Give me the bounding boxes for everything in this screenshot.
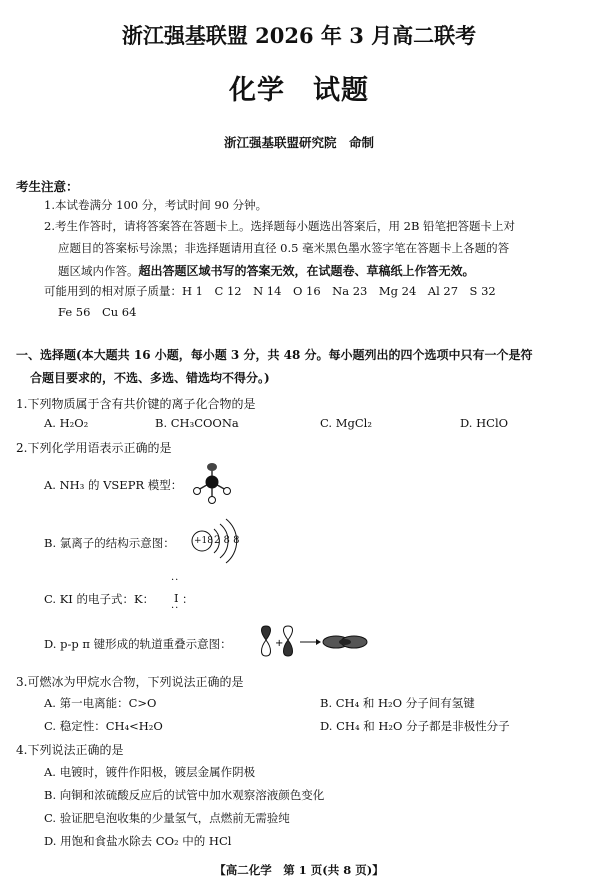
notice-item-2-line-1: 2.考生作答时，请将答案答在答题卡上。选择题每小题选出答案后，用 2B 铅笔把答题卡上对 bbox=[44, 219, 516, 233]
notice-item-2-line-2: 应题目的答案标号涂黑；非选择题请用直径 0.5 毫米黑色墨水签字笔在答题卡上各题的答 bbox=[58, 241, 510, 255]
q4-option-d: D. 用饱和食盐水除去 CO₂ 中的 HCl bbox=[44, 834, 232, 848]
q2-stem: 2.下列化学用语表示正确的是 bbox=[16, 441, 172, 455]
notice-item-2-line-3 bbox=[58, 260, 475, 279]
q1-stem: 1.下列物质属于含有共价键的离子化合物的是 bbox=[16, 397, 256, 411]
iodine-lone-pair-right: ： bbox=[182, 592, 194, 606]
q1-option-a: A. H₂O₂ bbox=[44, 416, 89, 430]
notice-normal-text: 题区域内作答。 bbox=[58, 264, 139, 278]
nucleus-charge: +18 bbox=[194, 536, 213, 546]
q4-option-a: A. 电镀时，镀件作阳极，镀层金属作阴极 bbox=[44, 765, 256, 779]
q4-option-c: C. 验证肥皂泡收集的少量氢气，点燃前无需验纯 bbox=[44, 811, 290, 825]
svg-text:+: + bbox=[275, 638, 284, 649]
maker-line: 浙江强基联盟研究院 命制 bbox=[223, 135, 374, 150]
iodine-lone-pair-top: ·· bbox=[171, 575, 180, 586]
atomic-masses-line-1: 可能用到的相对原子质量：H 1 C 12 N 14 O 16 Na 23 Mg 24 Al 27 S 32 bbox=[44, 284, 496, 298]
atomic-masses-line-2: Fe 56 Cu 64 bbox=[58, 305, 137, 319]
notice-heading: 考生注意： bbox=[16, 179, 79, 194]
q3-stem: 3.可燃冰为甲烷水合物，下列说法正确的是 bbox=[16, 675, 244, 689]
q2-option-a: A. NH₃ 的 VSEPR 模型： bbox=[44, 478, 183, 492]
q4-stem: 4.下列说法正确的是 bbox=[16, 743, 124, 757]
section-heading-line-2: 合题目要求的，不选、多选、错选均不得分。) bbox=[30, 371, 270, 385]
q2-option-c: C. KI 的电子式：K： bbox=[44, 592, 155, 606]
q3-option-a: A. 第一电离能：C>O bbox=[44, 696, 157, 710]
p-p-pi-overlap-diagram bbox=[258, 624, 368, 660]
q1-option-d: D. HClO bbox=[460, 416, 509, 430]
q4-option-b: B. 向铜和浓硫酸反应后的试管中加水观察溶液颜色变化 bbox=[44, 788, 325, 802]
q2-option-b: B. 氯离子的结构示意图： bbox=[44, 536, 175, 550]
page-footer: 【高二化学 第 1 页(共 8 页)】 bbox=[214, 863, 384, 877]
exam-title: 浙江强基联盟 2026 年 3 月高二联考 bbox=[121, 23, 477, 48]
q2-option-d: D. p-p π 键形成的轨道重叠示意图： bbox=[44, 637, 232, 651]
q3-option-b: B. CH₄ 和 H₂O 分子间有氢键 bbox=[320, 696, 475, 710]
nh3-vsepr-model-image bbox=[190, 462, 236, 504]
electron-shell-counts: 2 8 8 bbox=[214, 535, 240, 546]
subject-title: 化学 试题 bbox=[229, 75, 369, 106]
notice-item-1: 1.本试卷满分 100 分，考试时间 90 分钟。 bbox=[44, 198, 268, 212]
iodine-lone-pair-bottom: ·· bbox=[171, 603, 180, 614]
iodine-symbol: I bbox=[174, 591, 179, 605]
q3-option-d: D. CH₄ 和 H₂O 分子都是非极性分子 bbox=[320, 719, 510, 733]
notice-bold-warning: 超出答题区域书写的答案无效，在试题卷、草稿纸上作答无效。 bbox=[138, 264, 475, 278]
section-heading-line-1: 一、选择题(本大题共 16 小题，每小题 3 分，共 48 分。每小题列出的四个选项中只有一个是符 bbox=[16, 348, 533, 362]
q1-option-c: C. MgCl₂ bbox=[320, 416, 372, 430]
q1-option-b: B. CH₃COONa bbox=[155, 416, 239, 430]
q3-option-c: C. 稳定性：CH₄<H₂O bbox=[44, 719, 163, 733]
